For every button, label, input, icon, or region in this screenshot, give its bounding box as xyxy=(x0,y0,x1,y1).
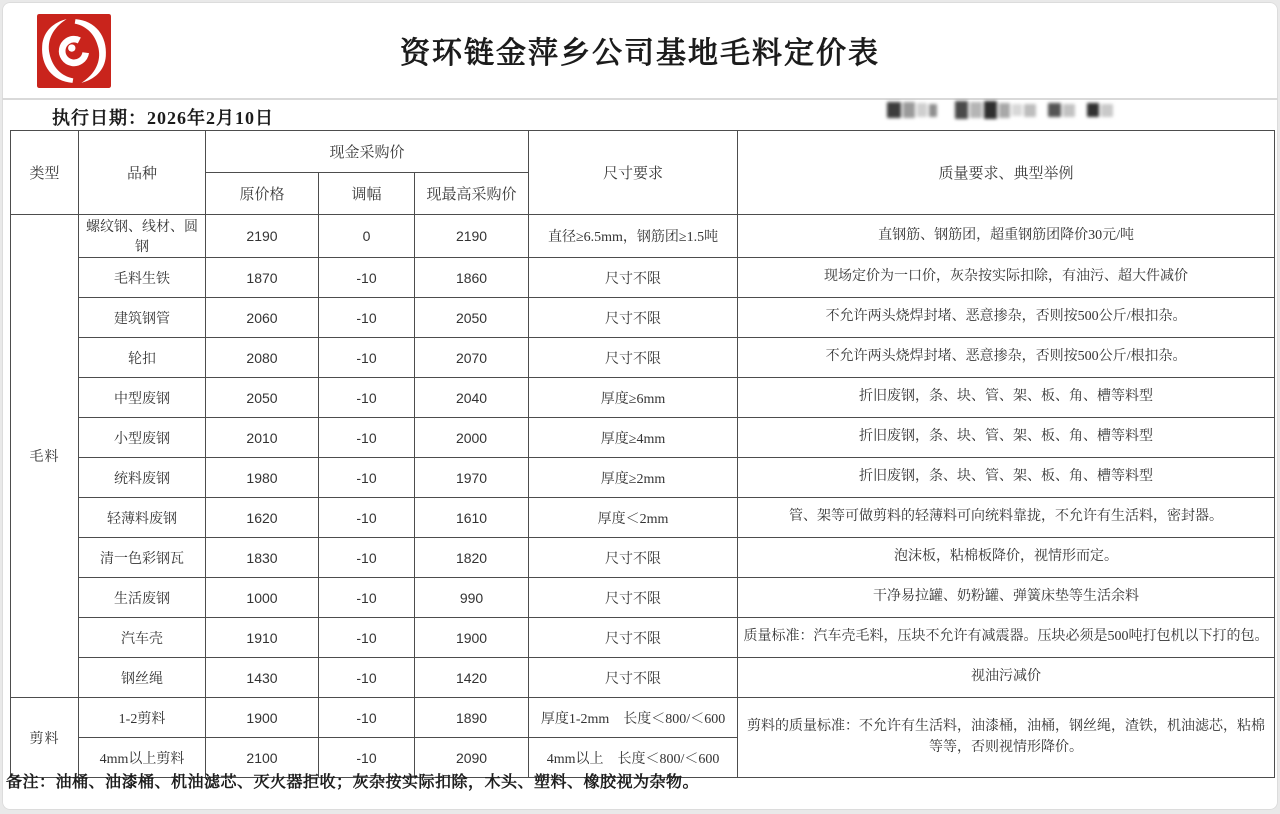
cell-variety: 毛料生铁 xyxy=(79,258,206,298)
cell-original-price: 2060 xyxy=(206,298,319,338)
cell-adjustment: -10 xyxy=(319,738,415,778)
cell-variety: 4mm以上剪料 xyxy=(79,738,206,778)
cell-quality: 折旧废钢，条、块、管、架、板、角、槽等料型 xyxy=(738,418,1275,458)
cell-original-price: 2190 xyxy=(206,215,319,258)
cell-adjustment: -10 xyxy=(319,258,415,298)
cell-variety: 1-2剪料 xyxy=(79,698,206,738)
cell-max-price: 990 xyxy=(415,578,529,618)
document-page xyxy=(2,2,1278,810)
cell-max-price: 1820 xyxy=(415,538,529,578)
cell-max-price: 2190 xyxy=(415,215,529,258)
cell-adjustment: -10 xyxy=(319,618,415,658)
cell-original-price: 1980 xyxy=(206,458,319,498)
cell-variety: 小型废钢 xyxy=(79,418,206,458)
cell-original-price: 2010 xyxy=(206,418,319,458)
cell-quality: 管、架等可做剪料的轻薄料可向统料靠拢，不允许有生活料，密封器。 xyxy=(738,498,1275,538)
col-header-size: 尺寸要求 xyxy=(529,131,738,215)
cell-variety: 钢丝绳 xyxy=(79,658,206,698)
cell-variety: 建筑钢管 xyxy=(79,298,206,338)
cell-max-price: 2040 xyxy=(415,378,529,418)
table-row xyxy=(11,618,1275,658)
table-row xyxy=(11,498,1275,538)
cell-max-price: 1970 xyxy=(415,458,529,498)
cell-quality: 现场定价为一口价，灰杂按实际扣除，有油污、超大件减价 xyxy=(738,258,1275,298)
cell-original-price: 2100 xyxy=(206,738,319,778)
cell-variety: 中型废钢 xyxy=(79,378,206,418)
cell-adjustment: -10 xyxy=(319,338,415,378)
cell-adjustment: -10 xyxy=(319,698,415,738)
table-row xyxy=(11,578,1275,618)
cell-original-price: 1870 xyxy=(206,258,319,298)
col-header-max-price: 现最高采购价 xyxy=(415,173,529,215)
cell-variety: 清一色彩钢瓦 xyxy=(79,538,206,578)
cell-quality: 直钢筋、钢筋团，超重钢筋团降价30元/吨 xyxy=(738,215,1275,258)
cell-max-price: 1420 xyxy=(415,658,529,698)
table-row xyxy=(11,338,1275,378)
cell-quality: 干净易拉罐、奶粉罐、弹簧床垫等生活余料 xyxy=(738,578,1275,618)
pricing-table xyxy=(10,130,1275,778)
table-row xyxy=(11,378,1275,418)
col-header-original-price: 原价格 xyxy=(206,173,319,215)
cell-type: 剪料 xyxy=(11,698,79,778)
cell-size-requirement: 厚度≥2mm xyxy=(529,458,738,498)
cell-size-requirement: 尺寸不限 xyxy=(529,538,738,578)
cell-size-requirement: 尺寸不限 xyxy=(529,618,738,658)
cell-max-price: 2000 xyxy=(415,418,529,458)
cell-size-requirement: 尺寸不限 xyxy=(529,258,738,298)
cell-size-requirement: 尺寸不限 xyxy=(529,338,738,378)
cell-variety: 统料废钢 xyxy=(79,458,206,498)
cell-max-price: 1610 xyxy=(415,498,529,538)
cell-variety: 生活废钢 xyxy=(79,578,206,618)
cell-max-price: 2090 xyxy=(415,738,529,778)
cell-adjustment: -10 xyxy=(319,378,415,418)
cell-size-requirement: 厚度≥6mm xyxy=(529,378,738,418)
cell-adjustment: -10 xyxy=(319,578,415,618)
cell-adjustment: -10 xyxy=(319,658,415,698)
cell-quality: 质量标准：汽车壳毛料，压块不允许有减震器。压块必须是500吨打包机以下打的包。 xyxy=(738,618,1275,658)
table-row xyxy=(11,418,1275,458)
effective-date: 执行日期：2026年2月10日 xyxy=(52,108,274,128)
cell-variety: 轮扣 xyxy=(79,338,206,378)
cell-size-requirement: 厚度1-2mm 长度＜800/＜600 xyxy=(529,698,738,738)
cell-max-price: 2070 xyxy=(415,338,529,378)
cell-adjustment: -10 xyxy=(319,418,415,458)
remarks-note: 备注：油桶、油漆桶、机油滤芯、灭火器拒收；灰杂按实际扣除，木头、塑料、橡胶视为杂物。 xyxy=(6,774,700,791)
cell-max-price: 1860 xyxy=(415,258,529,298)
cell-max-price: 1900 xyxy=(415,618,529,658)
cell-variety: 轻薄料废钢 xyxy=(79,498,206,538)
col-header-quality: 质量要求、典型举例 xyxy=(738,131,1275,215)
cell-variety: 汽车壳 xyxy=(79,618,206,658)
cell-size-requirement: 尺寸不限 xyxy=(529,298,738,338)
cell-size-requirement: 直径≥6.5mm，钢筋团≥1.5吨 xyxy=(529,215,738,258)
cell-size-requirement: 4mm以上 长度＜800/＜600 xyxy=(529,738,738,778)
cell-size-requirement: 厚度≥4mm xyxy=(529,418,738,458)
cell-quality: 不允许两头烧焊封堵、恶意掺杂，否则按500公斤/根扣杂。 xyxy=(738,338,1275,378)
cell-original-price: 1900 xyxy=(206,698,319,738)
col-header-variety: 品种 xyxy=(79,131,206,215)
cell-adjustment: 0 xyxy=(319,215,415,258)
cell-size-requirement: 尺寸不限 xyxy=(529,578,738,618)
cell-variety: 螺纹钢、线材、圆钢 xyxy=(79,215,206,258)
cell-size-requirement: 厚度＜2mm xyxy=(529,498,738,538)
cell-adjustment: -10 xyxy=(319,498,415,538)
col-header-type: 类型 xyxy=(11,131,79,215)
cell-original-price: 1620 xyxy=(206,498,319,538)
cell-original-price: 1000 xyxy=(206,578,319,618)
cell-max-price: 2050 xyxy=(415,298,529,338)
cell-quality: 视油污减价 xyxy=(738,658,1275,698)
cell-type: 毛料 xyxy=(11,215,79,698)
cell-original-price: 2050 xyxy=(206,378,319,418)
table-row xyxy=(11,658,1275,698)
cell-adjustment: -10 xyxy=(319,538,415,578)
table-row xyxy=(11,258,1275,298)
cell-adjustment: -10 xyxy=(319,458,415,498)
col-header-adjustment: 调幅 xyxy=(319,173,415,215)
table-row xyxy=(11,538,1275,578)
cell-adjustment: -10 xyxy=(319,298,415,338)
cell-quality: 折旧废钢，条、块、管、架、板、角、槽等料型 xyxy=(738,458,1275,498)
table-row xyxy=(11,458,1275,498)
table-row xyxy=(11,298,1275,338)
col-header-cash-group: 现金采购价 xyxy=(206,131,529,173)
page-title: 资环链金萍乡公司基地毛料定价表 xyxy=(400,37,880,70)
cell-original-price: 1430 xyxy=(206,658,319,698)
redacted-text-block xyxy=(887,98,1147,122)
cell-quality: 不允许两头烧焊封堵、恶意掺杂，否则按500公斤/根扣杂。 xyxy=(738,298,1275,338)
cell-max-price: 1890 xyxy=(415,698,529,738)
cell-original-price: 1830 xyxy=(206,538,319,578)
cell-quality: 泡沫板，粘棉板降价，视情形而定。 xyxy=(738,538,1275,578)
table-row xyxy=(11,698,1275,738)
header-row-1 xyxy=(11,131,1275,173)
table-row xyxy=(11,215,1275,258)
cell-size-requirement: 尺寸不限 xyxy=(529,658,738,698)
cell-original-price: 2080 xyxy=(206,338,319,378)
cell-quality: 剪料的质量标准：不允许有生活料，油漆桶，油桶，钢丝绳，渣铁，机油滤芯，粘棉等等，否则视情形降价。 xyxy=(738,698,1275,778)
cell-original-price: 1910 xyxy=(206,618,319,658)
cell-quality: 折旧废钢，条、块、管、架、板、角、槽等料型 xyxy=(738,378,1275,418)
